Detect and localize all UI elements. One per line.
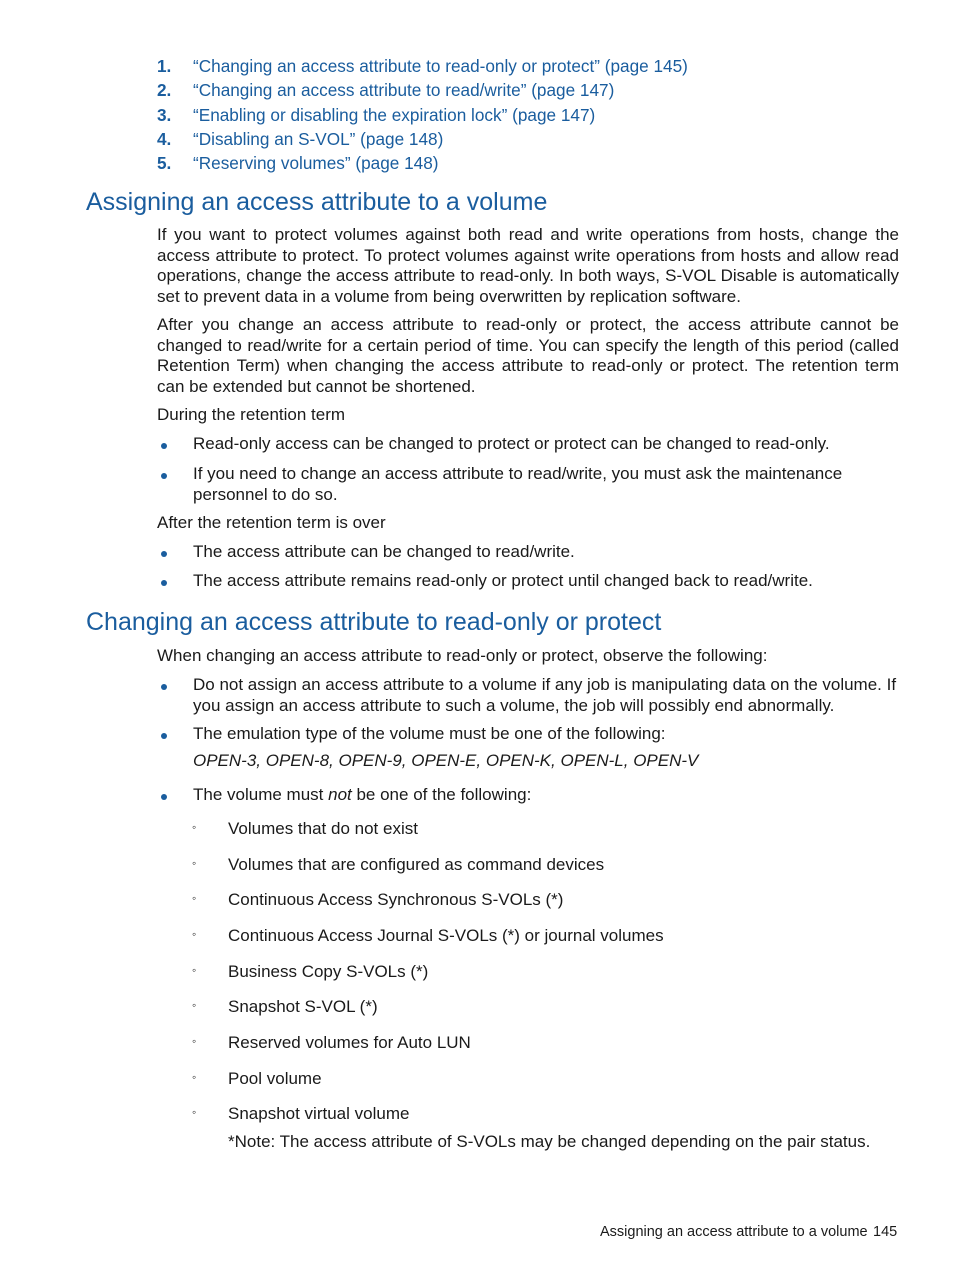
toc-number: 2. bbox=[157, 80, 172, 101]
bullet-item bbox=[157, 542, 899, 563]
sub-item-text: Pool volume bbox=[228, 1069, 322, 1088]
bullet-text: Read-only access can be changed to protect or protect can be changed to read-only. bbox=[193, 434, 830, 453]
sub-list-item bbox=[192, 818, 418, 839]
sub-list-item bbox=[192, 1103, 409, 1124]
bullet-text-pre: The volume must bbox=[193, 785, 329, 804]
bullet-text-emphasis: not bbox=[328, 785, 352, 804]
section-heading: Assigning an access attribute to a volume bbox=[86, 188, 548, 216]
sub-item-text: Volumes that are configured as command devices bbox=[228, 855, 605, 874]
bullet-text bbox=[193, 785, 899, 806]
circle-bullet-icon: ◦ bbox=[192, 927, 197, 941]
bullet-text: The access attribute remains read-only or protect until changed back to read/write. bbox=[193, 571, 813, 590]
sub-item-text: Snapshot S-VOL (*) bbox=[228, 997, 378, 1016]
emulation-types: OPEN-3, OPEN-8, OPEN-9, OPEN-E, OPEN-K, OPEN-L, OPEN-V bbox=[193, 751, 699, 770]
bullet-text: The access attribute can be changed to read/write. bbox=[193, 542, 575, 561]
page-number: 145 bbox=[873, 1224, 898, 1240]
bullet-icon bbox=[161, 473, 167, 479]
toc-link[interactable]: “Reserving volumes” (page 148) bbox=[193, 153, 439, 174]
sub-list-item bbox=[192, 1032, 471, 1053]
sub-list-item bbox=[192, 961, 428, 982]
bullet-text: If you need to change an access attribute to read/write, you must ask the maintenance personnel to do so. bbox=[193, 464, 843, 504]
toc-link[interactable]: “Disabling an S-VOL” (page 148) bbox=[193, 128, 444, 149]
sub-item-text: Continuous Access Journal S-VOLs (*) or journal volumes bbox=[228, 926, 664, 945]
bullet-icon bbox=[161, 733, 167, 739]
toc-number: 3. bbox=[157, 104, 172, 125]
bullet-icon bbox=[161, 794, 167, 800]
toc-link[interactable]: “Changing an access attribute to read-only or protect” (page 145) bbox=[193, 56, 688, 76]
sub-list-item bbox=[192, 925, 664, 946]
body-paragraph: If you want to protect volumes against both read and write operations from hosts, change the access attribute to protect. To protect volumes against write operations from hosts and allow read operations, change the access attribute to read-only. In both ways, S-VOL Disable is automatically set to prevent data in a volume from being overwritten by replication software. bbox=[157, 225, 899, 306]
bullet-icon bbox=[161, 684, 167, 690]
sub-item-text: Business Copy S-VOLs (*) bbox=[228, 962, 429, 981]
sub-list-item bbox=[192, 1068, 322, 1089]
bullet-item bbox=[157, 785, 899, 806]
circle-bullet-icon: ◦ bbox=[192, 1070, 197, 1084]
sub-list-item bbox=[192, 854, 604, 875]
toc-link[interactable]: “Enabling or disabling the expiration lock” (page 147) bbox=[193, 104, 596, 125]
sub-list-item bbox=[192, 996, 378, 1017]
footnote: *Note: The access attribute of S-VOLs may be changed depending on the pair status. bbox=[228, 1132, 871, 1151]
circle-bullet-icon: ◦ bbox=[192, 1105, 197, 1119]
bullet-item bbox=[157, 724, 899, 745]
sub-item-text: Snapshot virtual volume bbox=[228, 1104, 410, 1123]
sub-list-item bbox=[192, 889, 563, 910]
circle-bullet-icon: ◦ bbox=[192, 856, 197, 870]
toc-link[interactable]: “Changing an access attribute to read/write” (page 147) bbox=[193, 80, 615, 101]
sub-item-text: Volumes that do not exist bbox=[228, 819, 418, 838]
bullet-text: The emulation type of the volume must be one of the following: bbox=[193, 724, 666, 743]
bullet-icon bbox=[161, 551, 167, 557]
bullet-icon bbox=[161, 443, 167, 449]
bullet-item bbox=[157, 434, 899, 455]
circle-bullet-icon: ◦ bbox=[192, 891, 197, 905]
circle-bullet-icon: ◦ bbox=[192, 820, 197, 834]
circle-bullet-icon: ◦ bbox=[192, 998, 197, 1012]
bullet-text-post: be one of the following: bbox=[351, 785, 532, 804]
toc-number: 5. bbox=[157, 153, 172, 174]
sub-item-text: Continuous Access Synchronous S-VOLs (*) bbox=[228, 890, 564, 909]
sub-item-text: Reserved volumes for Auto LUN bbox=[228, 1033, 471, 1052]
bullet-item bbox=[157, 675, 899, 716]
bullet-item bbox=[157, 571, 899, 592]
bullet-icon bbox=[161, 580, 167, 586]
bullet-text: Do not assign an access attribute to a volume if any job is manipulating data on the volume. If you assign an access attribute to such a volume, the job will possibly end abnormally. bbox=[193, 675, 897, 715]
toc-number: 4. bbox=[157, 128, 172, 149]
list-label: After the retention term is over bbox=[157, 513, 386, 532]
circle-bullet-icon: ◦ bbox=[192, 963, 197, 977]
toc-number: 1. bbox=[157, 56, 172, 76]
circle-bullet-icon: ◦ bbox=[192, 1034, 197, 1048]
list-label: During the retention term bbox=[157, 405, 346, 424]
footer-title: Assigning an access attribute to a volume bbox=[600, 1224, 868, 1240]
body-paragraph: When changing an access attribute to read-only or protect, observe the following: bbox=[157, 646, 768, 665]
bullet-item bbox=[157, 464, 857, 505]
section-heading: Changing an access attribute to read-only or protect bbox=[86, 608, 662, 636]
body-paragraph: After you change an access attribute to read-only or protect, the access attribute cannot be changed to read/write for a certain period of time. You can specify the length of this period (called Retention Term) when changing the access attribute to read-only or protect. The retention term can be extended but cannot be shortened. bbox=[157, 315, 899, 396]
